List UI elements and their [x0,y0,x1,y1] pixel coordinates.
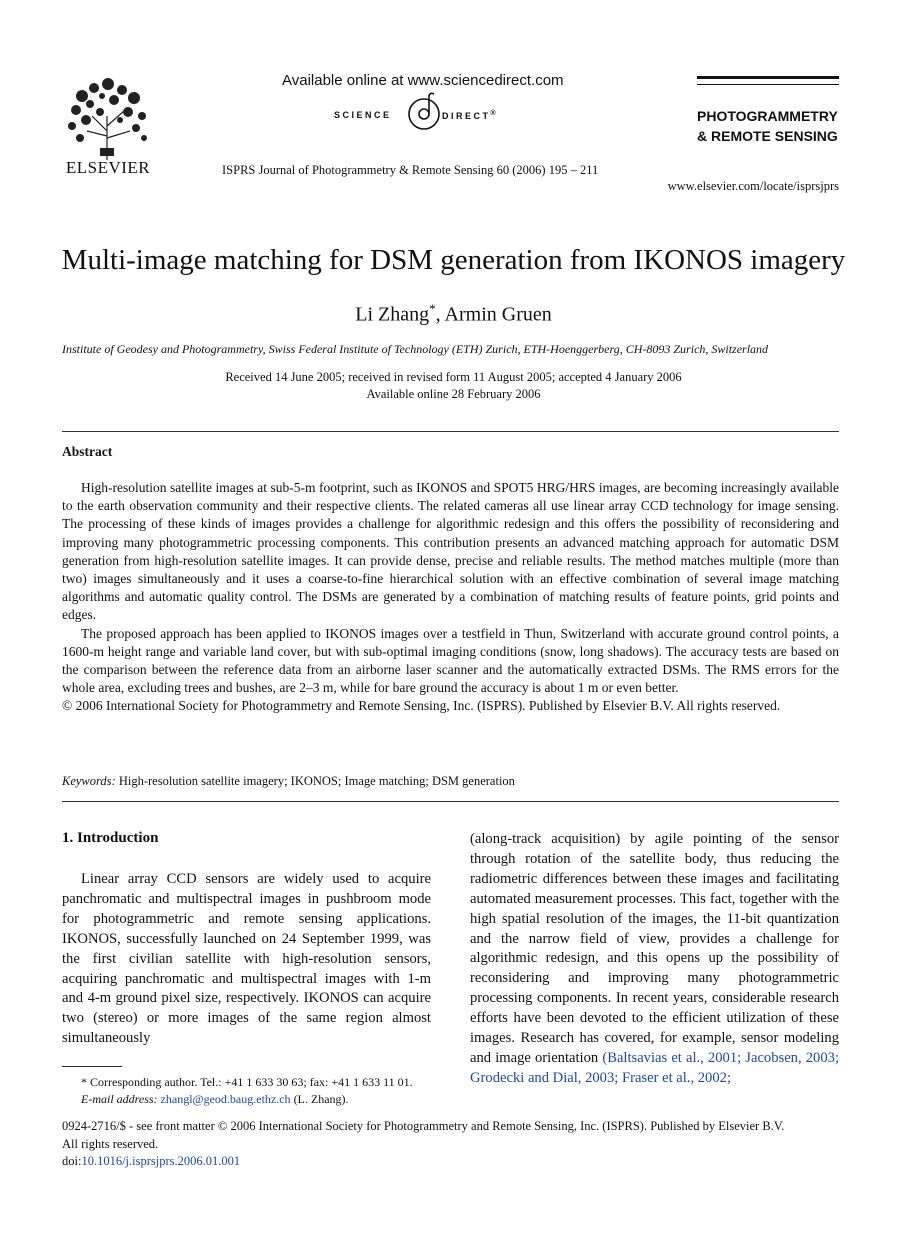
affiliation: Institute of Geodesy and Photogrammetry, Swiss Federal Institute of Technology (ETH) Zurich, ETH-Hoenggerberg, CH-8093 Zurich, Switzerland [62,342,769,356]
corresponding-mark[interactable]: * [429,301,436,316]
abstract-body [62,479,839,716]
sciencedirect-right: DIRECT® [442,110,499,121]
journal-name: PHOTOGRAMMETRY & REMOTE SENSING [697,108,838,144]
intro-left-column: Linear array CCD sensors are widely used to acquire panchromatic and multispectral images in pushbroom mode for photogrammetric and remote sensing applications. IKONOS, successfully launched on 24 September 1999, was the first civilian satellite with high-resolution sensors, acquiring panchromatic and multispectral images with 1-m and 4-m ground pixel size, respectively. IKONOS can acquire two (stereo) or more images of the same region almost simultaneously [62,871,431,1047]
divider-bottom [62,801,839,802]
abstract-para-2: The proposed approach has been applied to IKONOS images over a testfield in Thun, Switzerland with accurate ground control points, a 1600-m height range and variable land cover, but with sub-optimal imaging conditions (snow, long shadows). The accuracy tests are based on the comparison between the reference data from an airborne laser scanner and the automatically extracted DSMs. The RMS errors for the whole area, excluding trees and bushes, are 2–3 m, while for bare ground the accuracy is about 1 m or even better. [62,625,839,696]
elsevier-tree-logo [62,76,152,160]
article-dates: Received 14 June 2005; received in revised form 11 August 2005; accepted 4 January 2006 Available online 28 February 2006 [225,370,682,401]
sciencedirect-at-icon [404,92,444,132]
author-2[interactable]: Armin Gruen [444,303,552,326]
divider-top [62,431,839,432]
intro-right-column: (along-track acquisition) by agile pointing of the sensor through rotation of the satellite body, thus reducing the radiometric differences between these images and facilitating automated measurement processes. This fact, together with the high spatial resolution of the images, the 11-bit quantization and the narrow field of view, provides a challenge for algorithmic redesign, and this opens up the possibility of reconsidering and improving many photogrammetric processing components. In recent years, considerable research efforts have been devoted to the efficient utilization of these images. Research has covered, for example, sensor modeling and image orientation (Baltsavias et al., 2001; Jacobsen, 2003; Grodecki and Dial, 2003; Fraser et al., 2002; [470,831,839,1086]
sciencedirect-left: SCIENCE [334,110,392,120]
email-link[interactable]: zhangl@geod.baug.ethz.ch [160,1092,291,1106]
abstract-para-1: High-resolution satellite images at sub-5-m footprint, such as IKONOS and SPOT5 HRG/HRS images, are becoming increasingly available to the earth observation community and their respective clients. The related cameras all use linear array CCD technology for image sensing. The processing of these kinds of images provides a challenge for algorithmic redesign and this offers the possibility of reconsidering and improving many photogrammetric processing components. This contribution presents an advanced matching approach for automatic DSM generation from high-resolution satellite images. It can provide dense, precise and reliable results. The method matches multiple (more than two) images simultaneously and it uses a coarse-to-fine hierarchical solution with an effective combination of several image matching algorithms and automatic quality control. The DSMs are generated by a combination of matching results of feature points, grid points and edges. [62,480,839,623]
doi-link[interactable]: 10.1016/j.isprsjprs.2006.01.001 [81,1154,241,1168]
citation-links[interactable]: (Baltsavias et al., 2001; Jacobsen, 2003; Grodecki and Dial, 2003; Fraser et al., 2002; [470,1049,839,1086]
author-1[interactable]: Li Zhang [355,303,430,326]
publisher-name: ELSEVIER [65,158,151,177]
journal-url[interactable]: www.elsevier.com/locate/isprsjprs [667,179,839,193]
footnote: * Corresponding author. Tel.: +41 1 633 30 63; fax: +41 1 633 11 01. E-mail address: zhangl@geod.baug.ethz.ch (L. Zhang). [81,1075,413,1106]
keywords: Keywords: High-resolution satellite imagery; IKONOS; Image matching; DSM generation [62,774,515,788]
article-title: Multi-image matching for DSM generation from IKONOS imagery [61,244,846,276]
available-online-text: Available online at www.sciencedirect.com [282,72,564,89]
authors: Li Zhang*, Armin Gruen [355,301,552,326]
journal-citation: ISPRS Journal of Photogrammetry & Remote Sensing 60 (2006) 195 – 211 [222,163,599,177]
journal-rule-thick [697,76,839,79]
section-heading-intro: 1. Introduction [62,830,159,846]
footnote-rule [62,1066,122,1067]
journal-rule-thin [697,84,839,85]
front-matter: 0924-2716/$ - see front matter © 2006 International Society for Photogrammetry and Remote Sensing, Inc. (ISPRS). Published by Elsevier B.V. All rights reserved. doi:10.1016/j.isprsjprs.2006.01.001 [62,1119,785,1168]
abstract-copyright: © 2006 International Society for Photogrammetry and Remote Sensing, Inc. (ISPRS). Published by Elsevier B.V. All rights reserved. [62,698,781,714]
abstract-heading: Abstract [62,444,113,459]
